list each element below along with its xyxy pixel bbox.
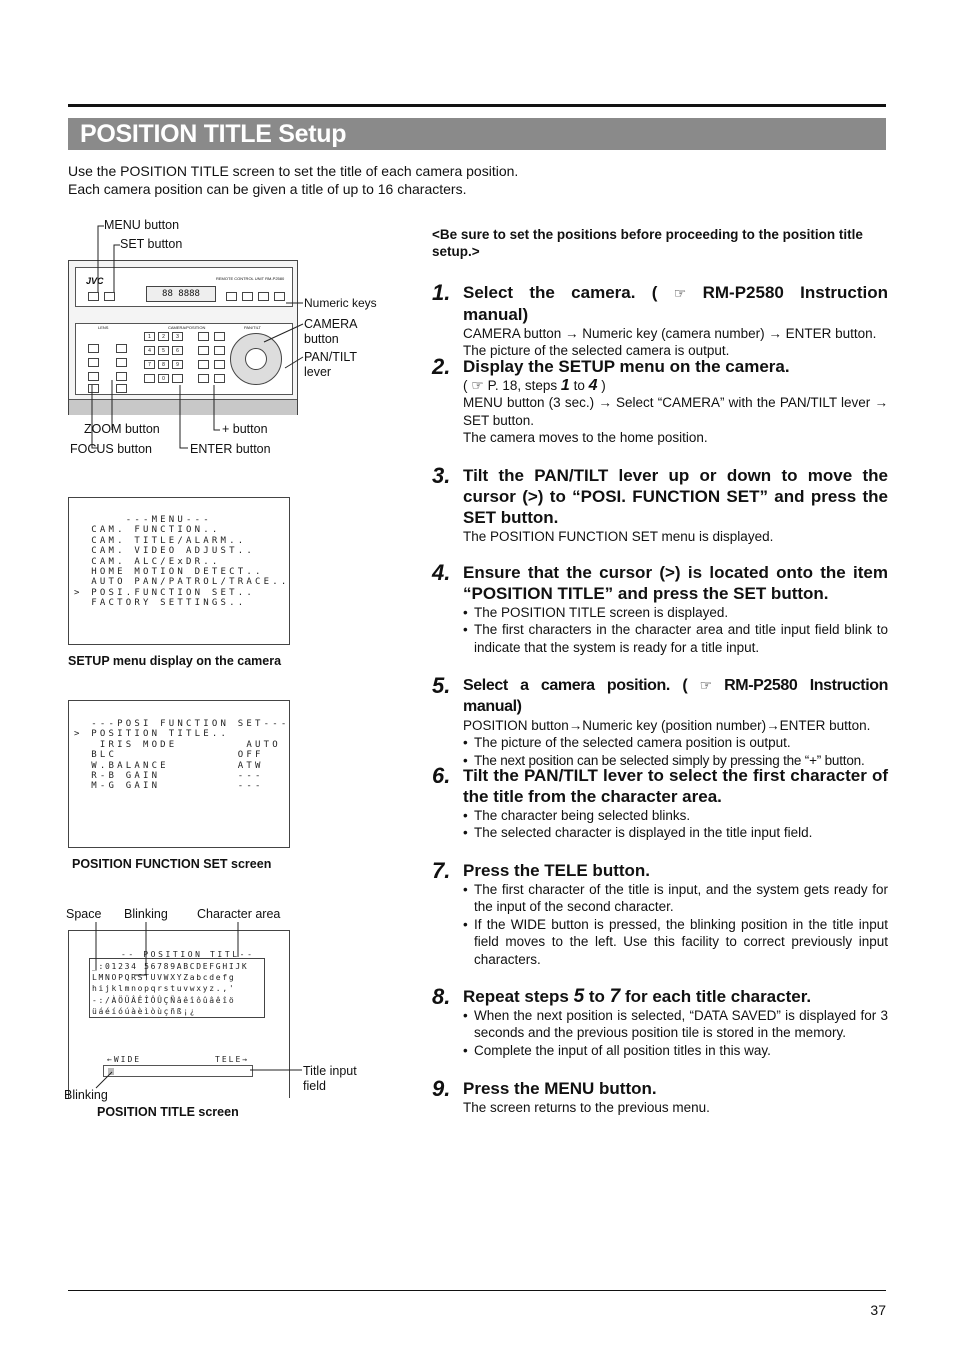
- step-ref-from: 5: [573, 986, 585, 1007]
- reference-icon: ☞: [471, 377, 484, 393]
- bullet-text: When the next position is selected, “DATA SAVED” is displayed for 3 seconds and the previous position tile is stored in the memory.: [474, 1008, 888, 1041]
- character-row: _:01234 56789ABCDEFGHIJK: [92, 962, 249, 971]
- bullet-text: The next position can be selected simply by pressing the “+” button.: [474, 752, 865, 768]
- step-body: [463, 377, 888, 447]
- ref-text: to: [573, 378, 585, 393]
- label-line: PAN/TILT: [304, 350, 358, 364]
- label-plus-button: + button: [222, 422, 268, 436]
- bullet-item: [463, 604, 888, 621]
- step-heading: Display the SETUP menu on the camera.: [463, 357, 790, 376]
- bullet-text: The character being selected blinks.: [474, 808, 691, 823]
- posi-function-line: BLC OFF: [74, 750, 264, 761]
- label-character-area: Character area: [197, 907, 281, 921]
- ref-text: ): [601, 378, 606, 393]
- body-line: The picture of the selected camera is output.: [463, 343, 730, 359]
- body-line: The screen returns to the previous menu.: [463, 1100, 710, 1115]
- bullet-dot: •: [463, 735, 468, 751]
- reference-icon: ☞: [673, 285, 687, 301]
- label-zoom-button: ZOOM button: [84, 422, 160, 436]
- page-title: POSITION TITLE Setup: [80, 120, 347, 148]
- remote-display: 88 8888: [146, 286, 216, 302]
- heading-text: to: [588, 987, 605, 1006]
- setup-menu-line: ---MENU---: [74, 515, 212, 525]
- setup-menu-line: CAM. VIDEO ADJUST..: [74, 546, 255, 557]
- bullet-dot: •: [463, 752, 468, 768]
- bullet-text: Complete the input of all position titles in this way.: [474, 1042, 771, 1058]
- posi-function-line: > POSITION TITLE..: [74, 729, 230, 740]
- step-ref-to: 7: [609, 986, 621, 1007]
- step-heading: Ensure that the cursor (>) is located onto the item “POSITION TITLE” and press the SET button.: [463, 563, 888, 603]
- setup-menu-line: AUTO PAN/PATROL/TRACE..: [74, 577, 290, 588]
- setup-menu-line: > POSI.FUNCTION SET..: [74, 587, 255, 598]
- label-line: CAMERA: [304, 317, 358, 331]
- setup-menu-line: CAM. ALC/ExDR..: [74, 556, 221, 567]
- position-title-header: -- POSITION TITL--: [121, 950, 255, 959]
- step-number: 2.: [432, 354, 451, 379]
- bullet-dot: •: [463, 882, 468, 897]
- label-line: field: [303, 1079, 326, 1093]
- bullet-dot: •: [463, 825, 468, 841]
- step-number: 8.: [432, 984, 451, 1009]
- character-row: -:/ÀÖÜÂÊÎÔÛÇÑâêîôûâêîö: [92, 995, 236, 1005]
- heading-text: Select a camera position. (: [463, 677, 688, 694]
- body-line: The camera moves to the home position.: [463, 430, 708, 446]
- bullet-text: If the WIDE button is pressed, the blinking position in the title input field moves to the left. Use this facility to correct previously input characters.: [474, 916, 888, 967]
- reference-icon: ☞: [699, 677, 712, 693]
- bullet-text: The selected character is displayed in the title input field.: [474, 825, 813, 841]
- bullet-item: [463, 807, 888, 824]
- step-number: 5.: [432, 673, 451, 698]
- body-line: POSITION button→Numeric key (position number)→ENTER button.: [463, 718, 871, 733]
- posi-function-line: ---POSI FUNCTION SET---: [74, 719, 290, 729]
- heading-text: RM-P2580 Instruction manual): [463, 283, 888, 324]
- label-menu-button: MENU button: [104, 218, 180, 232]
- label-numeric-keys: Numeric keys: [304, 296, 377, 310]
- heading-text: Select the camera. (: [463, 283, 658, 302]
- label-focus-button: FOCUS button: [70, 442, 152, 456]
- label-set-button: SET button: [120, 237, 183, 251]
- bullet-item: [463, 621, 888, 656]
- label-blinking-bottom: Blinking: [64, 1088, 108, 1102]
- label-line: Title input: [303, 1064, 357, 1078]
- ref-step-from: 1: [560, 377, 570, 394]
- step-reference: [463, 377, 888, 394]
- ref-text: (: [463, 378, 468, 393]
- step-2: [432, 356, 888, 447]
- character-row: hijklmnopqrstuvwxyz.,': [92, 984, 236, 994]
- bullet-item: [463, 916, 888, 968]
- step-heading: [463, 282, 888, 325]
- label-line: button: [304, 332, 339, 346]
- step-heading: [463, 675, 888, 717]
- bullet-dot: •: [463, 808, 468, 823]
- step-6: [432, 765, 888, 842]
- setup-menu-caption: SETUP menu display on the camera: [68, 654, 282, 668]
- step-9: [432, 1078, 888, 1116]
- bottom-rule: [68, 1290, 886, 1291]
- step-number: 1.: [432, 280, 451, 305]
- bullet-item: [463, 734, 888, 751]
- bullet-text: The first characters in the character area and title input field blink to indicate that the system is ready for a title input.: [474, 622, 888, 655]
- step-body: [463, 881, 888, 968]
- bullet-text: The first character of the title is input, and the system gets ready for the input of the second character.: [474, 882, 888, 915]
- step-body: [463, 1099, 888, 1116]
- note-text: <Be sure to set the positions before proceeding to the position title setup.>: [432, 227, 863, 259]
- heading-text: for each title character.: [624, 987, 812, 1006]
- numeric-key-1: 1: [144, 332, 155, 341]
- step-3: [432, 465, 888, 545]
- bullet-item: [463, 1007, 888, 1042]
- step-body: [463, 1007, 888, 1059]
- step-number: 7.: [432, 858, 451, 883]
- bullet-dot: •: [463, 605, 468, 620]
- step-body: [463, 604, 888, 656]
- step-8: [432, 986, 888, 1059]
- step-1: [432, 282, 888, 360]
- posi-function-line: W.BALANCE ATW: [74, 760, 264, 771]
- tele-label: TELE→: [215, 1055, 250, 1064]
- step-body: [463, 807, 888, 842]
- bullet-dot: •: [463, 916, 468, 932]
- bullet-text: The picture of the selected camera position is output.: [474, 735, 791, 751]
- brand-logo: JVC: [86, 276, 104, 286]
- posi-function-caption: POSITION FUNCTION SET screen: [72, 857, 272, 871]
- bullet-dot: •: [463, 622, 468, 638]
- step-4: [432, 562, 888, 656]
- bullet-dot: •: [463, 1042, 468, 1058]
- step-heading: Tilt the PAN/TILT lever up or down to move the cursor (>) to “POSI. FUNCTION SET” and press the SET button.: [463, 466, 888, 527]
- position-title-caption: POSITION TITLE screen: [97, 1105, 239, 1119]
- posi-function-line: M-G GAIN ---: [74, 781, 264, 792]
- body-line: The POSITION FUNCTION SET menu is displayed.: [463, 529, 774, 544]
- intro-line: Each camera position can be given a title of up to 16 characters.: [68, 181, 467, 197]
- numeric-key-8: 8: [158, 360, 169, 369]
- numeric-key-9: 9: [172, 360, 183, 369]
- bullet-item: [463, 824, 888, 841]
- step-number: 6.: [432, 763, 451, 788]
- character-row: LMNOPQRSTUVWXYZabcdefg: [92, 973, 236, 983]
- numeric-key-5: 5: [158, 346, 169, 355]
- label-line: lever: [304, 365, 332, 379]
- character-row: üáéíóúàèìòùçñß¡¿: [92, 1006, 197, 1016]
- step-number: 3.: [432, 463, 451, 488]
- heading-text: RM-P2580 Instruction manual): [463, 677, 889, 715]
- label-space: Space: [66, 907, 102, 921]
- numeric-key-6: 6: [172, 346, 183, 355]
- step-body: [463, 717, 888, 769]
- label-enter-button: ENTER button: [190, 442, 271, 456]
- step-heading: Press the TELE button.: [463, 861, 651, 880]
- model-label: REMOTE CONTROL UNIT RM-P2580: [216, 276, 285, 281]
- step-number: 4.: [432, 560, 451, 585]
- numeric-key-2: 2: [158, 332, 169, 341]
- numeric-key-3: 3: [172, 332, 183, 341]
- posi-function-line: R-B GAIN ---: [74, 771, 264, 782]
- step-heading: Tilt the PAN/TILT lever to select the first character of the title from the character area.: [463, 766, 888, 806]
- section-pantilt: PAN/TILT: [244, 325, 261, 330]
- page-number: 37: [870, 1302, 886, 1318]
- intro-line: Use the POSITION TITLE screen to set the title of each camera position.: [68, 163, 519, 179]
- bullet-item: [463, 1042, 888, 1059]
- setup-menu-line: HOME MOTION DETECT..: [74, 567, 264, 578]
- step-number: 9.: [432, 1076, 451, 1101]
- step-heading: Press the MENU button.: [463, 1079, 657, 1098]
- body-line: CAMERA button → Numeric key (camera number) → ENTER button.: [463, 326, 877, 341]
- section-lens: LENS: [98, 325, 109, 330]
- step-body: [463, 325, 888, 360]
- ref-text: P. 18, steps: [487, 378, 558, 393]
- wide-label: ←WIDE: [107, 1055, 142, 1064]
- numeric-key-7: 7: [144, 360, 155, 369]
- step-5: [432, 675, 888, 769]
- bullet-dot: •: [463, 1008, 468, 1023]
- step-heading: [463, 986, 888, 1007]
- posi-function-line: IRIS MODE AUTO: [74, 739, 281, 750]
- step-7: [432, 860, 888, 968]
- label-blinking-top: Blinking: [124, 907, 168, 921]
- bullet-item: [463, 881, 888, 916]
- numeric-key-0: 0: [158, 374, 169, 383]
- ref-step-to: 4: [588, 377, 598, 394]
- setup-menu-line: FACTORY SETTINGS..: [74, 598, 247, 609]
- body-line: MENU button (3 sec.) → Select “CAMERA” with the PAN/TILT lever → SET button.: [463, 395, 888, 428]
- bullet-text: The POSITION TITLE screen is displayed.: [474, 605, 729, 620]
- section-camera-position: CAMERA/POSITION: [168, 325, 206, 330]
- setup-menu-line: CAM. TITLE/ALARM..: [74, 535, 247, 546]
- numeric-key-4: 4: [144, 346, 155, 355]
- setup-menu-line: CAM. FUNCTION..: [74, 525, 221, 536]
- heading-text: Repeat steps: [463, 987, 569, 1006]
- step-body: [463, 528, 888, 545]
